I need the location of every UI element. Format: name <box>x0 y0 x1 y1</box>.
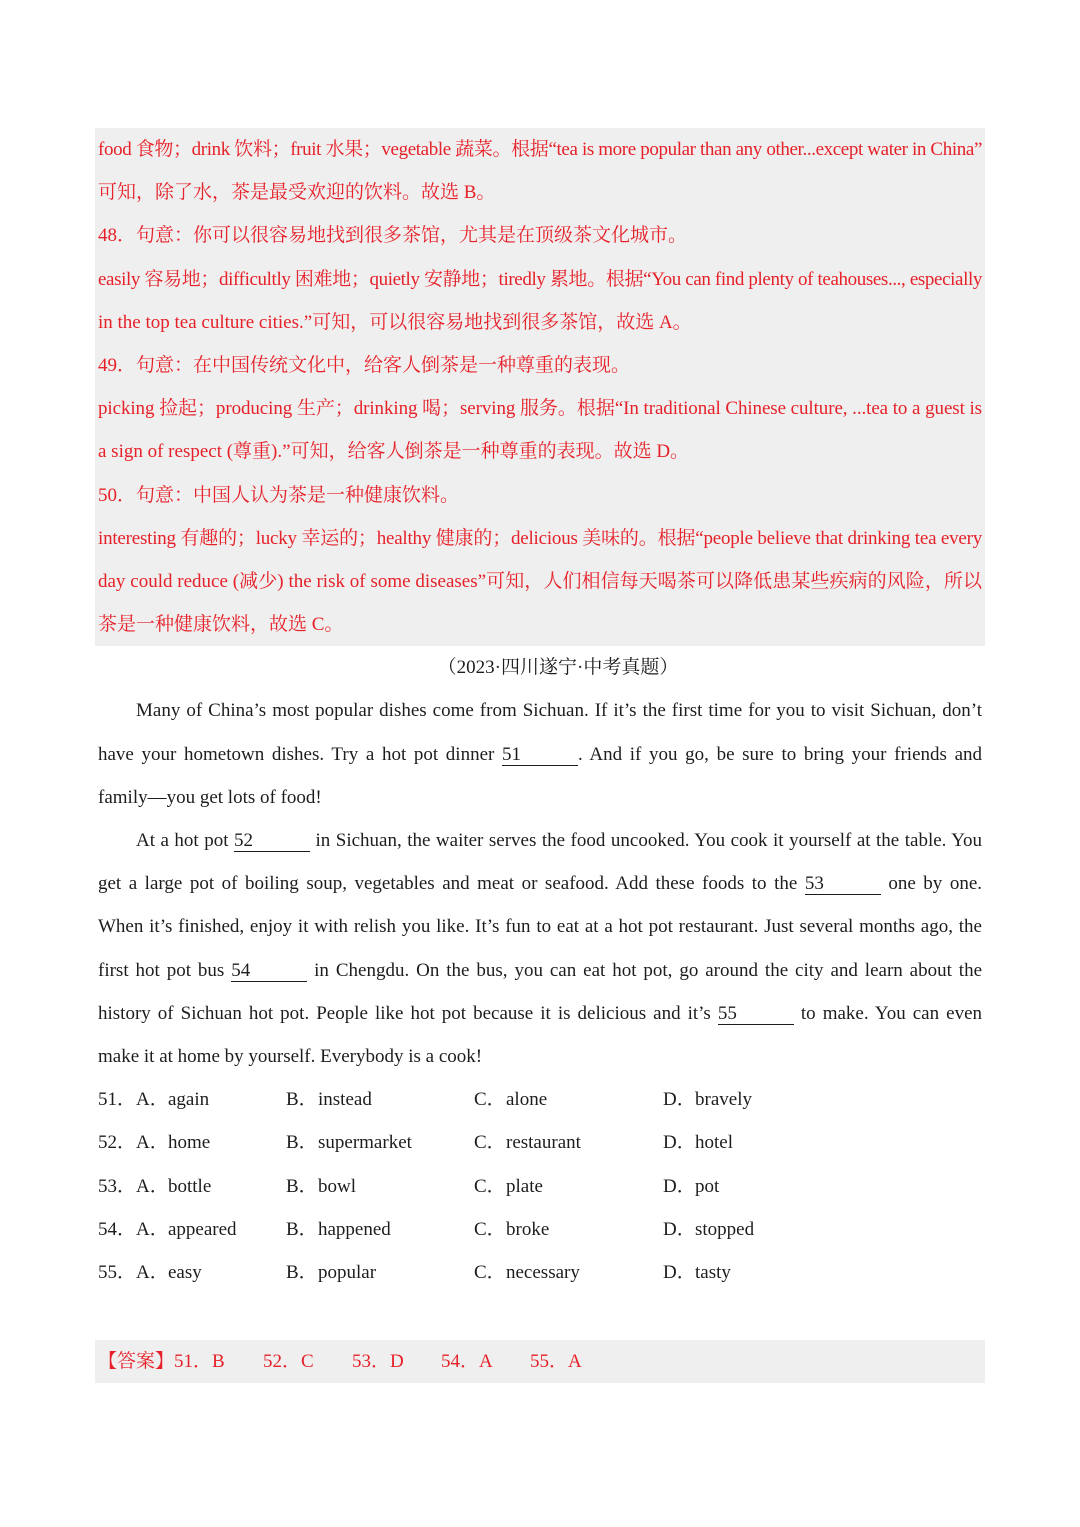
option-text: necessary <box>506 1261 580 1283</box>
passage-line: make it at home by yourself. Everybody is a cook! <box>98 1045 483 1067</box>
passage-text: in Chengdu. On the bus, you can eat hot pot, go around the city and learn about the <box>314 959 983 981</box>
explanation-line: picking 捡起；producing 生产；drinking 喝；serving 服务。根据“In traditional Chinese culture, ...tea to a guest is <box>98 398 982 420</box>
question-row <box>95 1251 985 1294</box>
option-text: alone <box>506 1089 548 1111</box>
option-letter: A． <box>136 1261 169 1283</box>
option-letter: B． <box>286 1175 318 1197</box>
source-title: （2023·四川遂宁·中考真题） <box>437 657 679 679</box>
option-letter: C． <box>474 1132 506 1154</box>
answer-item: 55．A <box>530 1351 582 1372</box>
option-d <box>663 1251 963 1294</box>
option-c <box>474 1165 663 1208</box>
option-text: supermarket <box>318 1132 412 1154</box>
document-page <box>95 128 985 1294</box>
option-text: easy <box>168 1261 202 1283</box>
explanation-line: 茶是一种健康饮料，故选 C。 <box>98 614 344 636</box>
option-text: hotel <box>695 1132 733 1154</box>
option-c <box>474 1208 663 1251</box>
passage-text: At a hot pot <box>136 830 229 851</box>
question-row <box>95 1165 985 1208</box>
question-row <box>95 1121 985 1164</box>
passage-line: family—you get lots of food! <box>98 786 322 808</box>
option-letter: A． <box>136 1218 169 1240</box>
option-letter: B． <box>286 1261 318 1283</box>
option-letter: C． <box>474 1089 506 1111</box>
passage-line <box>95 949 985 992</box>
blank-51: 51 <box>502 745 578 766</box>
option-b <box>286 1121 474 1164</box>
option-a <box>136 1121 286 1164</box>
option-letter: C． <box>474 1261 506 1283</box>
option-d <box>663 1165 963 1208</box>
option-letter: A． <box>136 1089 169 1111</box>
explanation-line: interesting 有趣的；lucky 幸运的；healthy 健康的；delicious 美味的。根据“people believe that drinking tea every <box>98 527 982 549</box>
option-d <box>663 1121 963 1164</box>
option-b <box>286 1208 474 1251</box>
option-text: stopped <box>695 1218 755 1240</box>
option-text: bowl <box>318 1175 356 1197</box>
option-a <box>136 1251 286 1294</box>
option-d <box>663 1208 963 1251</box>
question-number: 52． <box>98 1132 137 1154</box>
option-letter: D． <box>663 1132 696 1154</box>
option-letter: D． <box>663 1261 696 1283</box>
question-row <box>95 1078 985 1121</box>
passage-text: history of Sichuan hot pot. People like hot pot because it is delicious and it’s <box>98 1002 711 1024</box>
option-a <box>136 1165 286 1208</box>
option-b <box>286 1165 474 1208</box>
passage-line <box>95 819 985 862</box>
blank-54: 54 <box>231 961 307 982</box>
question-number: 53． <box>98 1175 137 1197</box>
option-d <box>663 1078 963 1121</box>
passage-text: . And if you go, be sure to bring your friends and <box>578 743 982 765</box>
passage-line <box>95 862 985 905</box>
answer-panel <box>95 1340 985 1383</box>
passage-text: one by one. <box>888 873 983 895</box>
option-text: broke <box>506 1218 550 1240</box>
option-letter: C． <box>474 1218 506 1240</box>
passage-text: in Sichuan, the waiter serves the food uncooked. You cook it yourself at the table. You <box>315 830 983 851</box>
blank-52: 52 <box>234 831 310 852</box>
passage-line: When it’s finished, enjoy it with relish you like. It’s fun to eat at a hot pot restaurant. Just several months ago, the <box>98 916 982 938</box>
option-b <box>286 1251 474 1294</box>
question-number: 55． <box>98 1261 137 1283</box>
option-text: happened <box>318 1218 391 1240</box>
option-text: bottle <box>168 1175 212 1197</box>
option-letter: A． <box>136 1175 169 1197</box>
answer-item: 54．A <box>441 1351 493 1372</box>
explanation-line: food 食物；drink 饮料；fruit 水果；vegetable 蔬菜。根据“tea is more popular than any other...except water in China” <box>98 139 982 160</box>
explanation-line: 48．句意：你可以很容易地找到很多茶馆，尤其是在顶级茶文化城市。 <box>98 225 688 247</box>
option-c <box>474 1251 663 1294</box>
explanation-line: 49．句意：在中国传统文化中，给客人倒茶是一种尊重的表现。 <box>98 354 631 376</box>
option-letter: B． <box>286 1218 318 1240</box>
option-text: plate <box>506 1175 543 1197</box>
option-text: popular <box>318 1261 377 1283</box>
option-letter: D． <box>663 1175 696 1197</box>
option-letter: A． <box>136 1132 169 1154</box>
question-number: 54． <box>98 1218 137 1240</box>
option-text: again <box>168 1089 210 1111</box>
option-a <box>136 1078 286 1121</box>
option-a <box>136 1208 286 1251</box>
passage-text: first hot pot bus <box>98 959 225 981</box>
answer-item: 51．B <box>174 1351 225 1372</box>
option-text: pot <box>695 1175 720 1197</box>
passage-text: get a large pot of boiling soup, vegetables and meat or seafood. Add these foods to the <box>98 873 798 895</box>
passage-text: to make. You can even <box>800 1002 983 1024</box>
option-text: restaurant <box>506 1132 581 1154</box>
option-letter: D． <box>663 1218 696 1240</box>
passage-line <box>95 992 985 1035</box>
explanation-line: in the top tea culture cities.”可知，可以很容易地找到很多茶馆，故选 A。 <box>98 311 692 333</box>
explanation-panel <box>95 128 985 646</box>
explanation-line: 可知，除了水，茶是最受欢迎的饮料。故选 B。 <box>98 182 496 204</box>
option-letter: C． <box>474 1175 506 1197</box>
answer-label: 【答案】 <box>98 1351 175 1372</box>
option-letter: D． <box>663 1089 696 1111</box>
option-c <box>474 1078 663 1121</box>
passage-line: Many of China’s most popular dishes come from Sichuan. If it’s the first time for you to visit Sichuan, don’t <box>136 700 982 722</box>
blank-55: 55 <box>718 1004 794 1025</box>
blank-53: 53 <box>805 874 881 895</box>
passage-line <box>95 733 985 776</box>
explanation-line: day could reduce (减少) the risk of some diseases”可知，人们相信每天喝茶可以降低患某些疾病的风险，所以 <box>98 570 982 592</box>
option-b <box>286 1078 474 1121</box>
option-text: bravely <box>695 1089 752 1111</box>
option-text: tasty <box>695 1261 731 1283</box>
option-letter: B． <box>286 1132 318 1154</box>
passage-text: have your hometown dishes. Try a hot pot dinner <box>98 743 495 765</box>
question-row <box>95 1208 985 1251</box>
option-text: home <box>168 1132 211 1154</box>
explanation-line: a sign of respect (尊重).”可知，给客人倒茶是一种尊重的表现。故选 D。 <box>98 441 690 463</box>
answer-item: 53．D <box>352 1351 404 1372</box>
explanation-line: easily 容易地；difficultly 困难地；quietly 安静地；tiredly 累地。根据“You can find plenty of teahouses..., especially <box>98 268 982 290</box>
explanation-line: 50．句意：中国人认为茶是一种健康饮料。 <box>98 484 460 506</box>
answer-item: 52．C <box>263 1351 314 1372</box>
question-number: 51． <box>98 1089 137 1111</box>
option-letter: B． <box>286 1089 318 1111</box>
option-c <box>474 1121 663 1164</box>
option-text: instead <box>318 1089 372 1111</box>
option-text: appeared <box>168 1218 237 1240</box>
